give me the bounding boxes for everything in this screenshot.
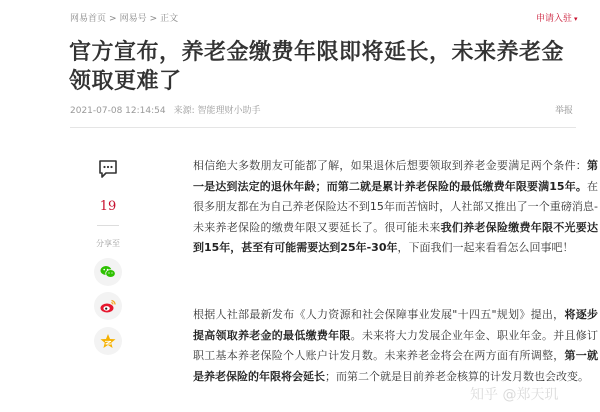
breadcrumb-home[interactable]: 网易首页 bbox=[70, 14, 107, 24]
comment-icon[interactable] bbox=[97, 158, 119, 180]
publish-date: 2021-07-08 12:14:54 bbox=[70, 106, 166, 116]
breadcrumb-current: 正文 bbox=[160, 14, 179, 24]
article-source[interactable]: 来源: 智能理财小助手 bbox=[173, 106, 261, 116]
share-wechat-button[interactable] bbox=[94, 258, 122, 286]
share-qzone-button[interactable] bbox=[94, 327, 122, 355]
paragraph-emphasis: 将逐步提高领取养老金的最低缴费年限 bbox=[193, 308, 599, 342]
share-label: 分享至 bbox=[96, 239, 120, 248]
chevron-down-icon: ▾ bbox=[574, 15, 578, 23]
paragraph-text: ；而第二个就是目前养老金核算的计发月数也会改变。 bbox=[325, 369, 589, 383]
wechat-icon bbox=[99, 263, 117, 281]
article-title: 官方宣布，养老金缴费年限即将延长，未来养老金领取更难了 bbox=[69, 40, 565, 94]
paragraph-text: 。未来将大力发展企业年金、职业年金。并且修订职工基本养老保险个人账户计发月数。未来养老金将会在两方面有所调整， bbox=[193, 328, 599, 363]
paragraph-1 bbox=[171, 156, 598, 259]
share-weibo-button[interactable] bbox=[94, 292, 122, 320]
divider bbox=[97, 225, 119, 226]
paragraph-emphasis: 我们养老保险缴费年限不光要达到15年，甚至有可能需要达到25年-30年 bbox=[193, 220, 598, 255]
paragraph-text: 在很多朋友都在为自己养老保险达不到15年而苦恼时，人社部又推出了一个重磅消息-未来养老保险的缴费年限又要延长了。很可能未来 bbox=[193, 179, 598, 234]
article-meta bbox=[70, 103, 261, 116]
breadcrumb-section[interactable]: 网易号 bbox=[119, 14, 147, 24]
breadcrumb-separator: > bbox=[149, 14, 158, 24]
signup-link[interactable] bbox=[536, 11, 578, 24]
breadcrumb-separator: > bbox=[109, 14, 117, 24]
signup-label: 申请入驻 bbox=[536, 14, 573, 24]
top-bar bbox=[0, 0, 600, 32]
watermark: 知乎 @郑天玑 bbox=[470, 387, 559, 403]
breadcrumb bbox=[70, 11, 178, 24]
paragraph-text: ，下面我们一起来看看怎么回事吧！ bbox=[397, 241, 574, 255]
paragraph-2 bbox=[171, 305, 598, 387]
paragraph-text: 相信绝大多数朋友可能都了解，如果退休后想要领取到养老金要满足两个条件： bbox=[193, 159, 587, 172]
comment-count[interactable]: 19 bbox=[99, 199, 117, 214]
paragraph-emphasis: 第一是达到法定的退休年龄；而第二就是累计养老保险的最低缴费年限要满15年。 bbox=[193, 159, 598, 193]
paragraph-emphasis: 第一就是养老保险的年限将会延长 bbox=[193, 349, 598, 383]
weibo-icon bbox=[99, 297, 117, 315]
qzone-icon bbox=[99, 332, 117, 350]
paragraph-text: 根据人社部最新发布《人力资源和社会保障事业发展"十四五"规划》提出， bbox=[193, 308, 565, 321]
report-link[interactable]: 举报 bbox=[555, 106, 574, 116]
divider bbox=[70, 127, 576, 128]
